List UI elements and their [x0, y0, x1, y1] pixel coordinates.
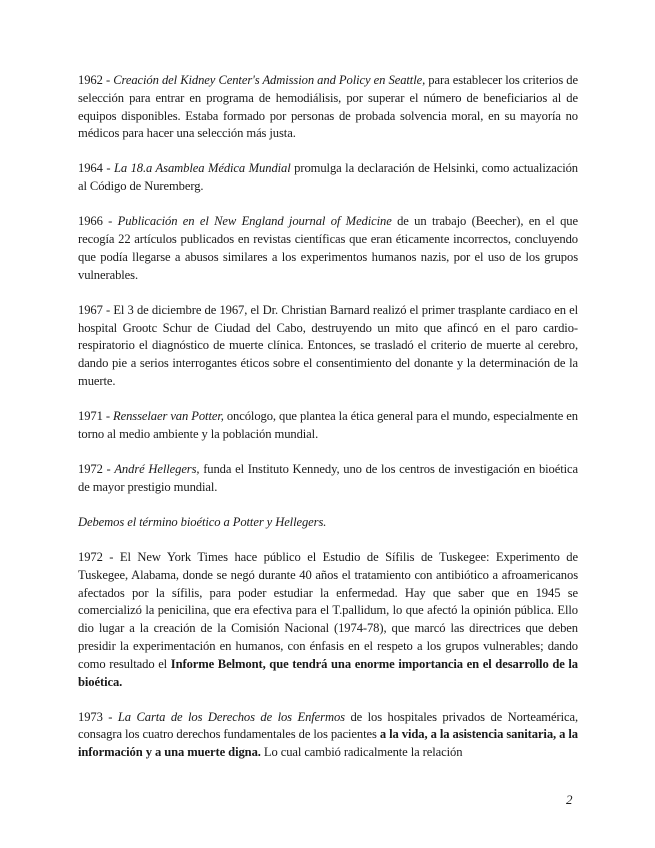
entry-text: oncólogo, que plantea la ética general para el mundo, especialmente en torno al medio ambiente y la población mundial.	[78, 409, 578, 441]
entry-text: para establecer los criterios de selección para entrar en programa de hemodiálisis, por superar el número de beneficiarios al de equipos disponibles. Estaba formado por personas de probada solvencia moral, en su mayoría no médicos para hacer una selección más justa.	[78, 73, 578, 141]
entry-1964	[78, 160, 578, 196]
entry-text: 1973 -	[78, 709, 118, 724]
page-number: 2	[566, 792, 573, 807]
entry-1972-tuskegee	[78, 549, 578, 691]
entry-text: 1962 -	[78, 73, 114, 87]
entry-text-italic: Debemos el término bioético a Potter y Hellegers.	[78, 514, 327, 529]
entry-1971	[78, 408, 578, 444]
entry-1962	[78, 72, 578, 143]
entry-1973	[78, 709, 578, 762]
entry-bioetico-note	[78, 514, 578, 532]
entry-1967	[78, 302, 578, 391]
entry-text-italic: Creación del Kidney Center's Admission and Policy en Seattle,	[113, 73, 426, 87]
entry-text: 1967 - El 3 de diciembre de 1967, el Dr. Christian Barnard realizó el primer trasplante cardiaco en el hospital Grootc Schur de Ciudad del Cabo, destruyendo un mito que afincó en el paro cardio-respiratorio el diagnóstico de muerte clínica. Entonces, se trasladó el criterio de muerte al cerebro, dando pie a serios interrogantes éticos sobre el consentimiento del donante y la determinación de la muerte.	[78, 302, 578, 389]
entry-text: 1966 -	[78, 214, 118, 229]
entry-text: 1964 -	[78, 161, 114, 176]
entry-text-bold: a la vida, a la asistencia sanitaria, a la información y a una muerte digna.	[78, 727, 578, 760]
entry-text-bold: Informe Belmont, que tendrá una enorme importancia en el desarrollo de la bioética.	[78, 656, 578, 689]
entry-text: promulga la declaración de Helsinki, como actualización al Código de Nuremberg.	[78, 161, 578, 194]
entry-text-italic: André Hellegers,	[114, 462, 200, 477]
entry-text-italic: La 18.a Asamblea Médica Mundial	[113, 161, 291, 176]
entry-text: 1972 -	[78, 462, 115, 477]
entry-text-italic: La Carta de los Derechos de los Enfermos	[117, 709, 345, 724]
entry-text: de los hospitales privados de Norteamérica, consagra los cuatro derechos fundamentales de los pacientes	[78, 709, 579, 742]
entry-text: Lo cual cambió radicalmente la relación	[260, 745, 463, 760]
document-body	[78, 72, 578, 779]
entry-text: 1971 -	[78, 409, 113, 424]
entry-text: funda el Instituto Kennedy, uno de los centros de investigación en bioética de mayor prestigio mundial.	[78, 462, 578, 494]
entry-1966	[78, 213, 578, 284]
entry-text-italic: Rensselaer van Potter,	[113, 409, 224, 424]
entry-text: de un trabajo (Beecher), en el que recogía 22 artículos publicados en revistas científicas que eran éticamente incorrectos, concluyendo que podía llegarse a abusos similares a los experimentos humanos nazis, por el uso de los grupos vulnerables.	[78, 214, 578, 282]
entry-text: 1972 - El New York Times hace público el Estudio de Sífilis de Tuskegee: Experimento de Tuskegee, Alabama, donde se negó durante 40 años el tratamiento con antibiótico a afroamericanos afectados por la sífilis, para poder estudiar la enfermedad. Hay que saber que en 1945 se comercializó la penicilina, que era efectiva para el T.pallidum, lo que afectó la opinión pública. Ello dio lugar a la creación de la Comisión Nacional (1974-78), que marcó las directrices que deben presidir la experimentación en humanos, con énfasis en el respeto a los grupos vulnerables; dando como resultado el	[78, 550, 578, 671]
entry-text-italic: Publicación en el New England journal of Medicine	[117, 214, 392, 229]
entry-1972-hellegers	[78, 461, 578, 497]
